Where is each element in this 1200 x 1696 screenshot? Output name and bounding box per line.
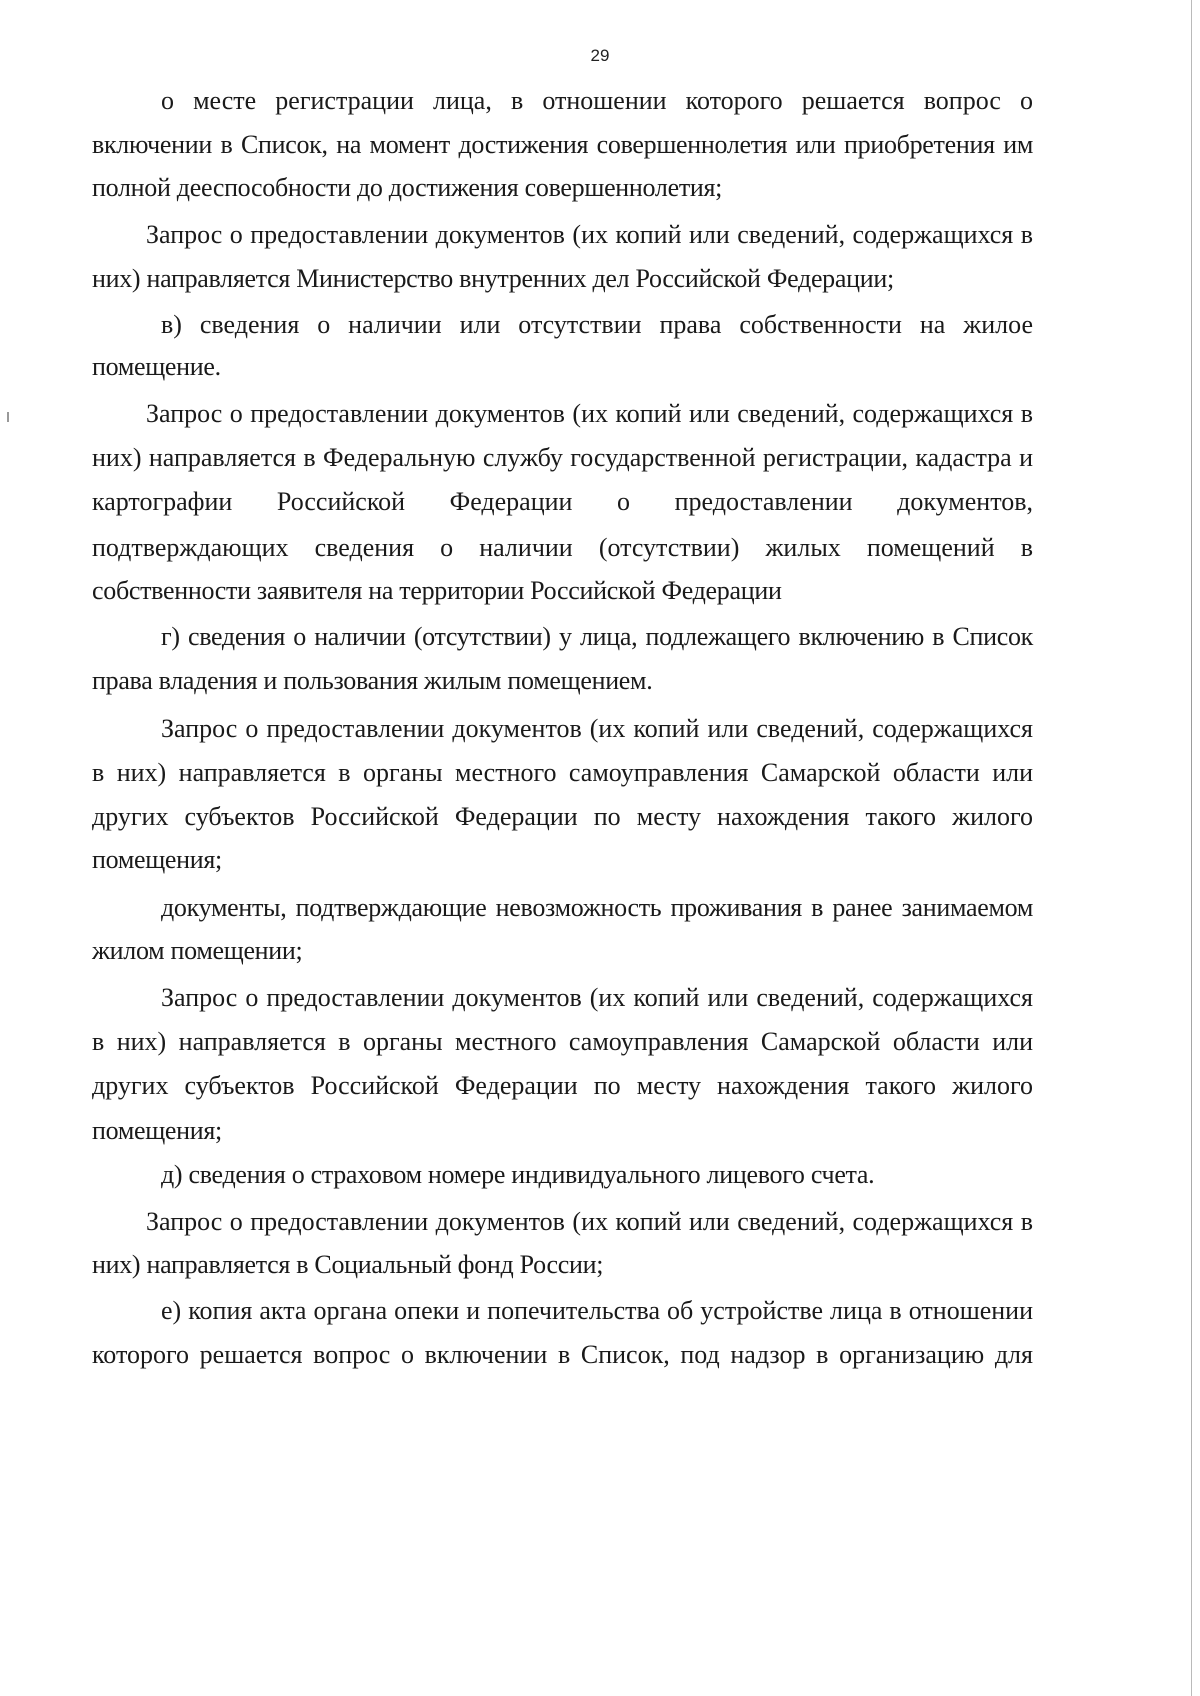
scan-edge-line — [1191, 0, 1192, 1696]
text-line: Запрос о предоставлении документов (их копий или сведений, содержащихся в — [146, 220, 1033, 249]
text-line: которого решается вопрос о включении в Список, под надзор в организацию для — [92, 1340, 1033, 1369]
text-line: е) копия акта органа опеки и попечительства об устройстве лица в отношении — [161, 1296, 1033, 1325]
text-line: Запрос о предоставлении документов (их копий или сведений, содержащихся в — [146, 1207, 1033, 1236]
text-line: других субъектов Российской Федерации по месту нахождения такого жилого — [92, 1071, 1033, 1100]
text-line: них) направляется в Социальный фонд России; — [92, 1250, 604, 1279]
text-line: картографии Российской Федерации о предоставлении документов, — [92, 487, 1033, 516]
text-line: других субъектов Российской Федерации по месту нахождения такого жилого — [92, 802, 1033, 831]
text-line: помещения; — [92, 1116, 222, 1145]
text-line: о месте регистрации лица, в отношении которого решается вопрос о — [161, 86, 1033, 115]
text-line: д) сведения о страховом номере индивидуального лицевого счета. — [161, 1160, 875, 1189]
text-line: г) сведения о наличии (отсутствии) у лица, подлежащего включению в Список — [161, 622, 1033, 651]
text-line: полной дееспособности до достижения совершеннолетия; — [92, 173, 723, 202]
page-number: 29 — [590, 46, 610, 65]
text-line: помещения; — [92, 845, 222, 874]
text-line: Запрос о предоставлении документов (их копий или сведений, содержащихся — [161, 714, 1033, 743]
text-line: в них) направляется в органы местного самоуправления Самарской области или — [92, 758, 1033, 787]
text-line: документы, подтверждающие невозможность проживания в ранее занимаемом — [161, 893, 1033, 922]
text-line: Запрос о предоставлении документов (их копий или сведений, содержащихся в — [146, 399, 1033, 428]
text-line: включении в Список, на момент достижения совершеннолетия или приобретения им — [92, 130, 1033, 159]
text-line: них) направляется в Федеральную службу государственной регистрации, кадастра и — [92, 443, 1033, 472]
text-line: в) сведения о наличии или отсутствии права собственности на жилое — [161, 310, 1033, 339]
scan-margin-mark — [7, 412, 9, 422]
text-line: собственности заявителя на территории Российской Федерации — [92, 576, 782, 605]
text-line: жилом помещении; — [92, 936, 303, 965]
text-line: подтверждающих сведения о наличии (отсутствии) жилых помещений в — [92, 533, 1033, 562]
text-line: помещение. — [92, 352, 221, 381]
text-line: права владения и пользования жилым помещением. — [92, 666, 653, 695]
text-line: в них) направляется в органы местного самоуправления Самарской области или — [92, 1027, 1033, 1056]
text-line: них) направляется Министерство внутренних дел Российской Федерации; — [92, 264, 894, 293]
text-line: Запрос о предоставлении документов (их копий или сведений, содержащихся — [161, 983, 1033, 1012]
